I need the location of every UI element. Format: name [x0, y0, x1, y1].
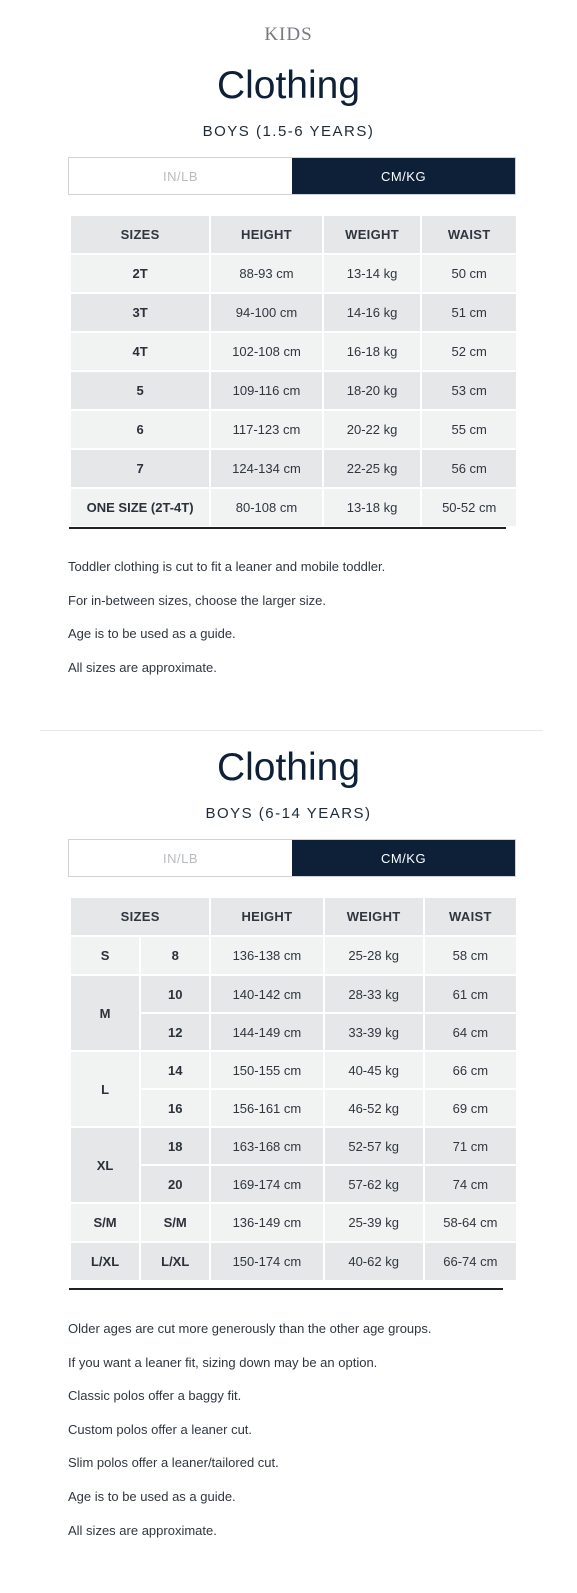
value-cell: 140-142 cm	[211, 976, 322, 1012]
size-group-cell: S/M	[71, 1204, 139, 1241]
value-cell: 169-174 cm	[211, 1166, 322, 1202]
value-cell: 46-52 kg	[325, 1090, 423, 1126]
kids-heading: KIDS	[264, 24, 313, 45]
column-header: WAIST	[425, 898, 516, 935]
value-cell: 28-33 kg	[325, 976, 423, 1012]
size-group-cell: S	[71, 937, 139, 974]
value-cell: 52-57 kg	[325, 1128, 423, 1164]
table-row	[71, 411, 516, 448]
value-cell: 102-108 cm	[211, 333, 322, 370]
column-header: WEIGHT	[325, 898, 423, 935]
value-cell: 117-123 cm	[211, 411, 322, 448]
size-table-2	[69, 896, 518, 1282]
value-cell: 66 cm	[425, 1052, 516, 1088]
column-header: SIZES	[71, 216, 209, 253]
size-cell: 2T	[71, 255, 209, 292]
table2-bottom-rule	[69, 1288, 503, 1290]
section2-notes	[68, 1320, 432, 1555]
size-cell: 14	[141, 1052, 209, 1088]
size-group-cell: XL	[71, 1128, 139, 1202]
table-row	[71, 333, 516, 370]
section2-title: Clothing	[216, 746, 361, 789]
value-cell: 80-108 cm	[211, 489, 322, 526]
column-header: WEIGHT	[324, 216, 421, 253]
size-cell: 12	[141, 1014, 209, 1050]
value-cell: 136-149 cm	[211, 1204, 322, 1241]
value-cell: 94-100 cm	[211, 294, 322, 331]
section1-notes	[68, 558, 385, 692]
value-cell: 136-138 cm	[211, 937, 322, 974]
size-cell: 6	[71, 411, 209, 448]
size-group-cell: L/XL	[71, 1243, 139, 1280]
size-cell: 7	[71, 450, 209, 487]
table-row	[71, 937, 516, 974]
value-cell: 57-62 kg	[325, 1166, 423, 1202]
value-cell: 40-45 kg	[325, 1052, 423, 1088]
section1-unit-toggle	[68, 157, 516, 195]
value-cell: 16-18 kg	[324, 333, 421, 370]
value-cell: 144-149 cm	[211, 1014, 322, 1050]
size-table-1	[69, 214, 518, 528]
size-cell: 8	[141, 937, 209, 974]
value-cell: 71 cm	[425, 1128, 516, 1164]
note-text: For in-between sizes, choose the larger size.	[68, 592, 326, 608]
size-cell: 16	[141, 1090, 209, 1126]
column-header: SIZES	[71, 898, 209, 935]
size-cell: 10	[141, 976, 209, 1012]
value-cell: 33-39 kg	[325, 1014, 423, 1050]
value-cell: 69 cm	[425, 1090, 516, 1126]
column-header: WAIST	[422, 216, 516, 253]
unit-cm-kg-button[interactable]: CM/KG	[292, 158, 515, 194]
value-cell: 40-62 kg	[325, 1243, 423, 1280]
value-cell: 74 cm	[425, 1166, 516, 1202]
column-header: HEIGHT	[211, 898, 322, 935]
section2-subtitle: BOYS (6-14 YEARS)	[205, 805, 372, 822]
value-cell: 88-93 cm	[211, 255, 322, 292]
value-cell: 109-116 cm	[211, 372, 322, 409]
value-cell: 150-174 cm	[211, 1243, 322, 1280]
size-cell: L/XL	[141, 1243, 209, 1280]
value-cell: 58-64 cm	[425, 1204, 516, 1241]
size-cell: S/M	[141, 1204, 209, 1241]
note-text: Slim polos offer a leaner/tailored cut.	[68, 1455, 279, 1471]
note-text: Classic polos offer a baggy fit.	[68, 1388, 242, 1404]
value-cell: 58 cm	[425, 937, 516, 974]
note-text: Age is to be used as a guide.	[68, 1488, 236, 1504]
table-row	[71, 1243, 516, 1280]
value-cell: 61 cm	[425, 976, 516, 1012]
value-cell: 52 cm	[422, 333, 516, 370]
value-cell: 14-16 kg	[324, 294, 421, 331]
note-text: Older ages are cut more generously than the other age groups.	[68, 1321, 432, 1336]
value-cell: 150-155 cm	[211, 1052, 322, 1088]
value-cell: 163-168 cm	[211, 1128, 322, 1164]
value-cell: 18-20 kg	[324, 372, 421, 409]
table-row	[71, 1052, 516, 1088]
value-cell: 53 cm	[422, 372, 516, 409]
table1-bottom-rule	[69, 527, 506, 529]
value-cell: 64 cm	[425, 1014, 516, 1050]
size-cell: ONE SIZE (2T-4T)	[71, 489, 209, 526]
value-cell: 156-161 cm	[211, 1090, 322, 1126]
value-cell: 25-39 kg	[325, 1204, 423, 1241]
size-group-cell: L	[71, 1052, 139, 1126]
section1-title: Clothing	[216, 64, 361, 107]
note-text: Age is to be used as a guide.	[68, 626, 236, 642]
table-row	[71, 1204, 516, 1241]
value-cell: 13-14 kg	[324, 255, 421, 292]
unit-in-lb-button[interactable]: IN/LB	[69, 840, 292, 876]
size-group-cell: M	[71, 976, 139, 1050]
size-cell: 5	[71, 372, 209, 409]
table-row	[71, 255, 516, 292]
table-row	[71, 1128, 516, 1164]
table-row	[71, 372, 516, 409]
column-header: HEIGHT	[211, 216, 322, 253]
section2-unit-toggle	[68, 839, 516, 877]
note-text: All sizes are approximate.	[68, 1522, 217, 1538]
value-cell: 56 cm	[422, 450, 516, 487]
size-cell: 3T	[71, 294, 209, 331]
note-text: Toddler clothing is cut to fit a leaner and mobile toddler.	[68, 559, 386, 574]
value-cell: 50 cm	[422, 255, 516, 292]
value-cell: 55 cm	[422, 411, 516, 448]
table-row	[71, 450, 516, 487]
value-cell: 124-134 cm	[211, 450, 322, 487]
value-cell: 22-25 kg	[324, 450, 421, 487]
value-cell: 50-52 cm	[422, 489, 516, 526]
table-row	[71, 976, 516, 1012]
note-text: If you want a leaner fit, sizing down may be an option.	[68, 1354, 378, 1370]
value-cell: 13-18 kg	[324, 489, 421, 526]
section1-subtitle: BOYS (1.5-6 YEARS)	[202, 123, 375, 140]
value-cell: 51 cm	[422, 294, 516, 331]
size-cell: 4T	[71, 333, 209, 370]
size-cell: 20	[141, 1166, 209, 1202]
value-cell: 20-22 kg	[324, 411, 421, 448]
unit-cm-kg-button[interactable]: CM/KG	[292, 840, 515, 876]
size-cell: 18	[141, 1128, 209, 1164]
value-cell: 25-28 kg	[325, 937, 423, 974]
note-text: All sizes are approximate.	[68, 659, 217, 675]
table-row	[71, 489, 516, 526]
value-cell: 66-74 cm	[425, 1243, 516, 1280]
table-row	[71, 294, 516, 331]
note-text: Custom polos offer a leaner cut.	[68, 1421, 253, 1437]
unit-in-lb-button[interactable]: IN/LB	[69, 158, 292, 194]
section-divider	[40, 730, 543, 731]
